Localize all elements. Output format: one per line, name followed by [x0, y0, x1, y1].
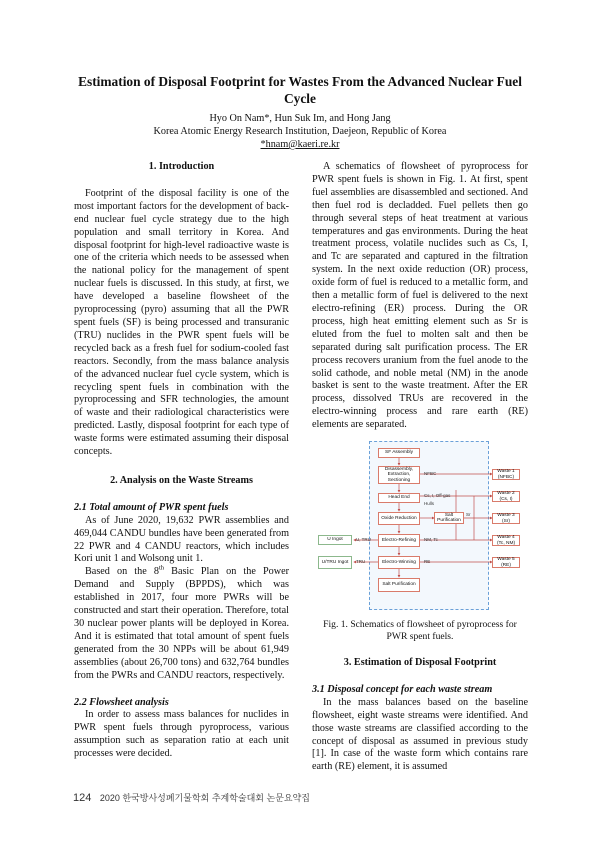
intro-paragraph: Footprint of the disposal facility is one of the most important factors for the development of back-end nuclear fuel cycle strategy due to the high population and small territory in Korea. And disposal footprint for high-level radioactive waste is one of the criteria which needs to be assessed when the national policy for the management of spent nuclear fuels is discussed. In this study, at first, we have developed a baseline flowsheet of the pyroprocessing (pyro) assuming that all the PWR spent fuels (SF) is being processed and transuranic (TRU) nuclides in the PWR spent fuels will be recycled back as a fresh fuel for sodium-cooled fast reactors. Secondly, from the mass balance analysis of the advanced nuclear fuel cycle system, which is recycling spent fuels in combination with the pyroprocessing and SFR technologies, the amount of waste and their radiological characteristics were predicted. Lastly, disposal footprint for each type of waste forms were estimated assuming their disposal concepts.: [74, 187, 289, 458]
label-hulls: Hulls: [424, 501, 435, 507]
section-heading-analysis: 2. Analysis on the Waste Streams: [110, 474, 253, 486]
subsection-heading-3-1: 3.1 Disposal concept for each waste stream: [312, 683, 493, 695]
box-head-end: Head End: [378, 493, 420, 503]
page-number: 124: [73, 792, 92, 804]
section-heading-3: 3. Estimation of Disposal Footprint: [343, 657, 497, 669]
box-waste-5: Waste 5 (RE): [492, 557, 520, 568]
footer-text: 2020 한국방사성폐기물학회 추계학술대회 논문요약집: [99, 793, 310, 803]
label-nfbc: NFBC: [424, 471, 437, 477]
author-block: [60, 112, 540, 151]
label-re: RE: [424, 559, 431, 565]
label-sr: Sr: [466, 512, 471, 518]
affiliation: Korea Atomic Energy Research Institution, Daejeon, Republic of Korea: [153, 126, 447, 137]
box-disassembly: Disassembly, Extraction, Sectioning: [378, 466, 420, 484]
authors: Hyo On Nam*, Hun Suk Im, and Hong Jang: [209, 113, 391, 124]
right-column: [312, 161, 528, 774]
paragraph-2-1b: Based on the 8th Basic Plan on the Power Demand and Supply (BPPDS), which was established in 2017, four more PWRs will be constructed and start their operation. Therefore, total 30 nuclear power plants will be deployed in Korea. And it is estimated that total amount of spent fuels generated from the 30 NPPs will be about 61,949 assemblies (about 26,700 tons) and 632,764 bundles from the PWRs and CANDU reactors, respectively.: [74, 564, 289, 681]
email-link[interactable]: *hnam@kaeri.re.kr: [260, 139, 340, 150]
box-salt-purification: Salt Purification: [434, 512, 464, 524]
box-sf-assembly: SF Assembly: [378, 448, 420, 458]
subsection-heading-2-2: 2.2 Flowsheet analysis: [74, 696, 169, 708]
subsection-heading-2-1: 2.1 Total amount of PWR spent fuels: [74, 501, 229, 513]
box-waste-2: Waste 2 (Cs, I): [492, 491, 520, 502]
box-u-ingot: U Ingot: [318, 535, 352, 545]
box-oxide-reduction: Oxide Reduction: [378, 512, 420, 525]
label-u-tru: U, TRU: [356, 537, 371, 543]
label-cs-i: Cs, I, Off-gas: [424, 493, 451, 499]
paragraph-2-2: In order to assess mass balances for nuclides in PWR spent fuels through pyroprocess, various assumption such as separation ratio at each unit processes were decided.: [74, 709, 289, 760]
box-u-tru-ingot: U/TRU Ingot: [318, 556, 352, 569]
left-column: [74, 161, 289, 761]
figure-caption: Fig. 1. Schematics of flowsheet of pyroprocess for PWR spent fuels.: [323, 619, 517, 643]
box-waste-1: Waste 1 (NFBC): [492, 469, 520, 480]
label-tru: TRU: [356, 559, 366, 565]
label-nm-tc: NM, Tc: [424, 537, 438, 543]
paragraph-3-1: In the mass balances based on the baseline flowsheet, eight waste streams were identified. And those waste streams are classified according to the concept of disposal as assumed in previous study [1]. In case of the waste form which contains rare earth (RE) element, it is assumed: [312, 696, 528, 773]
paper-title: Estimation of Disposal Footprint for Wastes From the Advanced Nuclear Fuel Cycle: [78, 74, 522, 106]
box-electro-winning: Electro-Winning: [378, 556, 420, 569]
section-heading-introduction: 1. Introduction: [148, 161, 215, 172]
flowsheet-figure: [316, 438, 520, 613]
box-waste-3: Waste 3 (Sr): [492, 513, 520, 524]
flowsheet-paragraph: A schematics of flowsheet of pyroprocess for PWR spent fuels is shown in Fig. 1. At first, spent fuel assemblies are disassembled and sectioned. And then fuel rod is decladded. Fuel pellets then go through several steps of heat treatment at various temperatures and gas environments. During the heat treatment process, volatile nuclides such as Cs, I, and Tc are separated and captured in the filtration system. In the next oxide reduction (OR) process, oxide form of fuel is reduced to a metallic form, and then a metallic form of fuel is delivered to the next electro-refining (ER) process. During the OR process, high heat emitting element such as Sr is eluted from the fuel to molten salt and then be separated during salt purification process. The ER process recovers uranium from the fuel anode to the solid cathode, and noble metal (NM) in the anode basket is sent to the waste treatment. After the ER process, dissolved TRUs are recovered in the electro-winning process and rare earth (RE) elements are separated.: [312, 161, 528, 431]
box-electro-refining: Electro-Refining: [378, 534, 420, 547]
page-footer: [73, 791, 310, 804]
paragraph-2-1a: As of June 2020, 19,632 PWR assemblies and 469,044 CANDU bundles have been generated from 22 PWR and 4 CANDU reactors, which includes Kori unit 1 and Wolsong unit 1.: [74, 514, 289, 565]
box-waste-4: Waste 4 (Tc, NM): [492, 535, 520, 546]
box-salt-purification-bottom: Salt Purification: [378, 578, 420, 592]
